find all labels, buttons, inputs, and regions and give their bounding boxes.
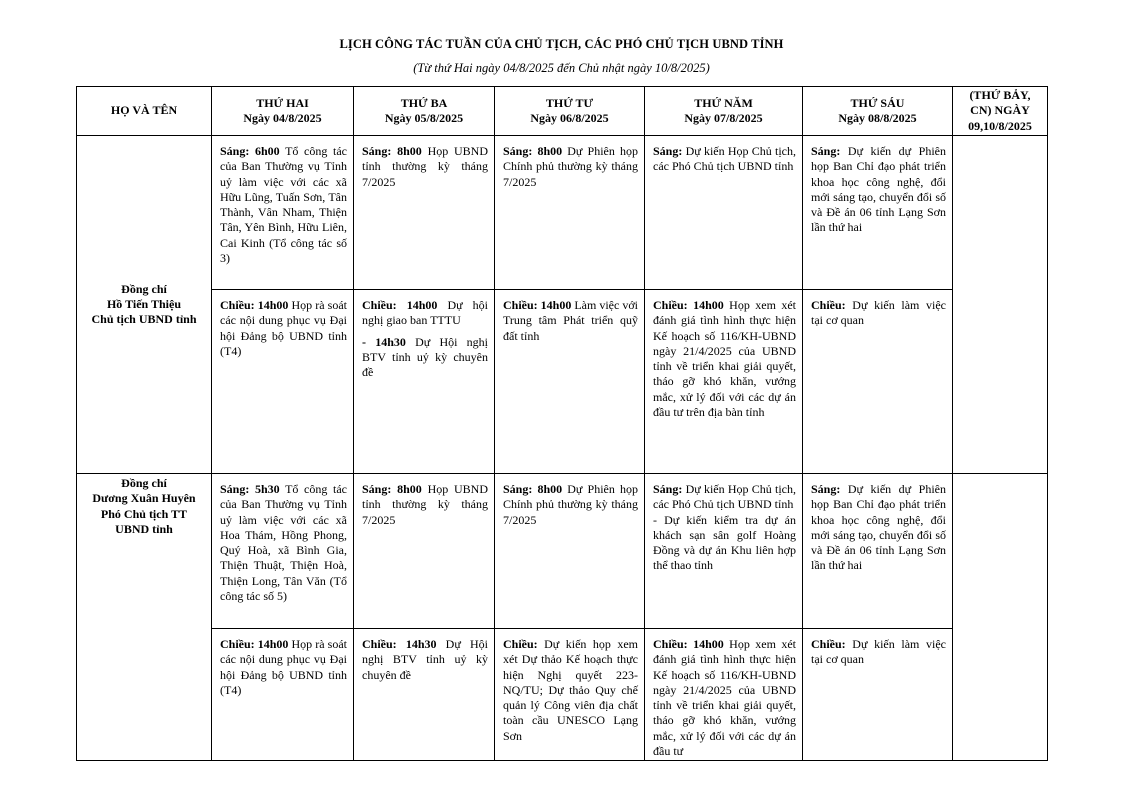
schedule-entry-text: Dự Hội nghị BTV tỉnh uỷ kỳ chuyên đề <box>362 637 489 682</box>
person-name: Dương Xuân Huyên <box>92 491 196 506</box>
schedule-entry-time: Sáng: <box>653 482 683 496</box>
schedule-entry <box>220 144 347 266</box>
header-tuesday <box>354 87 495 136</box>
page-title: LỊCH CÔNG TÁC TUẦN CỦA CHỦ TỊCH, CÁC PHÓ CHỦ TỊCH UBND TỈNH <box>339 37 784 51</box>
schedule-entry-text: Dự Phiên họp Chính phủ thường kỳ tháng 7/2025 <box>503 144 638 189</box>
header-name-label: HỌ VÀ TÊN <box>110 103 178 118</box>
schedule-cell <box>495 136 645 290</box>
schedule-cell <box>803 629 953 761</box>
header-date-label: Ngày 05/8/2025 <box>384 111 464 125</box>
schedule-entry-text: Họp UBND tỉnh thường kỳ tháng 7/2025 <box>362 482 488 527</box>
person-name: Hồ Tiến Thiệu <box>106 296 182 311</box>
header-weekend-line: CN) NGÀY <box>970 103 1030 118</box>
schedule-entry-text: Tổ công tác của Ban Thường vụ Tỉnh uỷ làm việc với các xã Hữu Lũng, Tuấn Sơn, Tân Thành, Vân Nham, Thiện Tân, Yên Bình, Hữu Liên, Cai Kinh (Tổ công tác số 3) <box>220 144 347 266</box>
schedule-entry-text: Tổ công tác của Ban Thường vụ Tỉnh uỷ làm việc với các xã Hoa Thám, Hồng Phong, Quý Hoà, xã Bình Gia, Thiện Thuật, Thiện Hoà, Thiện Long, Tân Văn (Tổ công tác số 5) <box>220 482 347 604</box>
schedule-entry-text: Dự kiến Họp Chủ tịch, các Phó Chủ tịch UBND tỉnh <box>653 482 796 512</box>
schedule-entry <box>653 637 796 759</box>
schedule-entry-time: Chiều: 14h30 <box>362 637 437 651</box>
schedule-entry-text: Dự kiến dự Phiên họp Ban Chỉ đạo phát triển khoa học công nghệ, đổi mới sáng tạo, chuyển đổi số và Đề án 06 tỉnh Lạng Sơn lần thứ hai <box>811 482 946 573</box>
person-title: Đồng chí <box>121 476 167 490</box>
schedule-cell <box>212 629 354 761</box>
schedule-entry <box>811 298 946 329</box>
schedule-entry <box>220 298 347 359</box>
schedule-entry-text: Dự kiến làm việc tại cơ quan <box>811 298 946 328</box>
schedule-entry-time: Chiều: <box>503 637 538 651</box>
person-title: Đồng chí <box>121 281 167 296</box>
schedule-entry <box>362 482 488 528</box>
schedule-entry <box>811 637 946 668</box>
schedule-entry <box>362 144 488 190</box>
schedule-entry <box>653 513 796 574</box>
schedule-entry-time: - 14h30 <box>362 334 406 349</box>
schedule-cell <box>803 474 953 629</box>
schedule-entry <box>653 482 796 513</box>
header-day-label: THỨ BA <box>400 95 448 110</box>
schedule-entry <box>362 298 488 329</box>
schedule-entry-time: Chiều: 14h00 <box>362 298 438 312</box>
schedule-entry-time: Sáng: 6h00 <box>220 144 280 158</box>
header-wednesday <box>495 87 645 136</box>
schedule-entry-time: Chiều: <box>811 637 846 651</box>
header-name <box>77 87 212 136</box>
schedule-table <box>76 86 1048 761</box>
person-afternoon-row <box>77 290 1048 474</box>
schedule-cell <box>803 136 953 290</box>
schedule-entry <box>653 298 796 420</box>
header-thursday <box>645 87 803 136</box>
header-date-label: Ngày 07/8/2025 <box>684 111 763 125</box>
schedule-entry-text: Dự Hội nghị BTV tỉnh uỷ kỳ chuyên đề <box>362 334 488 380</box>
schedule-cell <box>354 136 495 290</box>
header-weekend-line: (THỨ BẢY, <box>969 88 1031 103</box>
person-name-cell <box>77 474 212 761</box>
schedule-entry-time: Sáng: 8h00 <box>503 144 563 158</box>
schedule-cell <box>645 474 803 629</box>
schedule-entry-text: Dự Phiên họp Chính phủ thường kỳ tháng 7/2025 <box>503 482 638 527</box>
schedule-entry-text: Họp rà soát các nội dung phục vụ Đại hội Đảng bộ UBND tỉnh (T4) <box>220 298 348 358</box>
schedule-entry-time: Sáng: 8h00 <box>362 482 422 496</box>
header-monday <box>212 87 354 136</box>
schedule-entry-time: Chiều: 14h00 <box>220 298 289 312</box>
schedule-entry-text: Dự kiến dự Phiên họp Ban Chỉ đạo phát triển khoa học công nghệ, đổi mới sáng tạo, chuyển đổi số và Đề án 06 tỉnh Lạng Sơn lần thứ hai <box>811 144 946 235</box>
schedule-entry-time: Sáng: <box>811 482 841 496</box>
person-name-cell <box>77 136 212 474</box>
schedule-cell <box>354 629 495 761</box>
schedule-entry <box>811 144 946 236</box>
schedule-entry <box>811 482 946 574</box>
schedule-entry <box>362 335 488 381</box>
schedule-entry <box>503 144 638 190</box>
schedule-cell <box>212 290 354 474</box>
header-weekend <box>953 87 1048 136</box>
schedule-entry-text: Họp xem xét đánh giá tình hình thực hiện Kế hoạch số 116/KH-UBND ngày 21/4/2025 của UBND tỉnh về triển khai giải quyết, tháo gỡ khó khăn, vướng mắc, xử lý đối với các dự án đầu tư <box>653 637 796 759</box>
person-morning-row <box>77 136 1048 290</box>
schedule-entry-time: Sáng: <box>811 144 841 158</box>
schedule-entry-text: Họp rà soát các nội dung phục vụ Đại hội Đảng bộ UBND tỉnh (T4) <box>220 637 348 697</box>
header-friday <box>803 87 953 136</box>
schedule-cell <box>495 290 645 474</box>
schedule-entry-time: Chiều: <box>811 298 846 312</box>
schedule-cell <box>645 136 803 290</box>
person-position: Phó Chủ tịch TT <box>100 506 188 521</box>
weekend-cell <box>953 136 1048 474</box>
person-position: Chủ tịch UBND tỉnh <box>91 312 197 327</box>
header-date-label: Ngày 04/8/2025 <box>243 111 322 125</box>
schedule-entry <box>220 482 347 604</box>
schedule-entry-time: Chiều: 14h00 <box>653 637 724 651</box>
schedule-cell <box>645 290 803 474</box>
person-afternoon-row <box>77 629 1048 761</box>
schedule-cell <box>354 290 495 474</box>
schedule-entry-time: Chiều: 14h00 <box>653 298 724 312</box>
header-date-label: Ngày 06/8/2025 <box>530 111 609 125</box>
schedule-cell <box>354 474 495 629</box>
schedule-cell <box>495 629 645 761</box>
schedule-entry-text: Dự kiến họp xem xét Dự thảo Kế hoạch thực hiện Nghị quyết 223-NQ/TU; Dự thảo Quy chế quản lý Công viên địa chất toàn cầu UNESCO Lạng Sơn <box>503 637 638 743</box>
schedule-entry <box>362 637 488 683</box>
schedule-entry-time: Chiều: 14h00 <box>220 637 289 651</box>
schedule-cell <box>212 136 354 290</box>
header-day-label: THỨ SÁU <box>850 95 905 110</box>
schedule-entry <box>503 298 638 344</box>
weekend-cell <box>953 474 1048 761</box>
schedule-entry-text: Họp UBND tỉnh thường kỳ tháng 7/2025 <box>362 144 488 189</box>
person-morning-row <box>77 474 1048 629</box>
schedule-entry <box>503 482 638 528</box>
schedule-entry <box>220 637 347 698</box>
header-day-label: THỨ TƯ <box>545 95 594 110</box>
schedule-entry-text: Làm việc với Trung tâm Phát triển quỹ đất tỉnh <box>503 298 638 343</box>
schedule-entry-text: Dự hội nghị giao ban TTTU <box>362 298 488 328</box>
schedule-cell <box>212 474 354 629</box>
schedule-cell <box>803 290 953 474</box>
schedule-entry-time: Chiều: 14h00 <box>503 298 572 312</box>
header-day-label: THỨ HAI <box>256 95 309 110</box>
schedule-entry <box>653 144 796 175</box>
schedule-cell <box>645 629 803 761</box>
schedule-cell <box>495 474 645 629</box>
schedule-entry-time: Sáng: 5h30 <box>220 482 280 496</box>
header-row <box>77 87 1048 136</box>
schedule-entry-time: Sáng: 8h00 <box>362 144 422 158</box>
schedule-entry-time: Sáng: 8h00 <box>503 482 563 496</box>
schedule-entry-text: Dự kiến Họp Chủ tịch, các Phó Chủ tịch UBND tỉnh <box>653 144 796 174</box>
page-subtitle: (Từ thứ Hai ngày 04/8/2025 đến Chủ nhật ngày 10/8/2025) <box>413 61 710 75</box>
header-weekend-line: 09,10/8/2025 <box>968 118 1032 133</box>
header-date-label: Ngày 08/8/2025 <box>838 111 917 125</box>
header-day-label: THỨ NĂM <box>694 95 753 110</box>
schedule-entry-text: Họp xem xét đánh giá tình hình thực hiện Kế hoạch số 116/KH-UBND ngày 21/4/2025 của UBND tỉnh về triển khai giải quyết, tháo gỡ khó khăn, vướng mắc, xử lý đối với các dự án đầu tư trên địa bàn tỉnh <box>653 298 796 420</box>
schedule-entry-text: - Dự kiến kiểm tra dự án khách sạn sân golf Hoàng Đồng và dự án Khu liên hợp thể thao tỉnh <box>653 512 796 573</box>
person-position: UBND tỉnh <box>115 521 173 536</box>
schedule-entry-time: Sáng: <box>653 144 683 158</box>
schedule-entry <box>503 637 638 744</box>
schedule-entry-text: Dự kiến làm việc tại cơ quan <box>811 637 946 667</box>
